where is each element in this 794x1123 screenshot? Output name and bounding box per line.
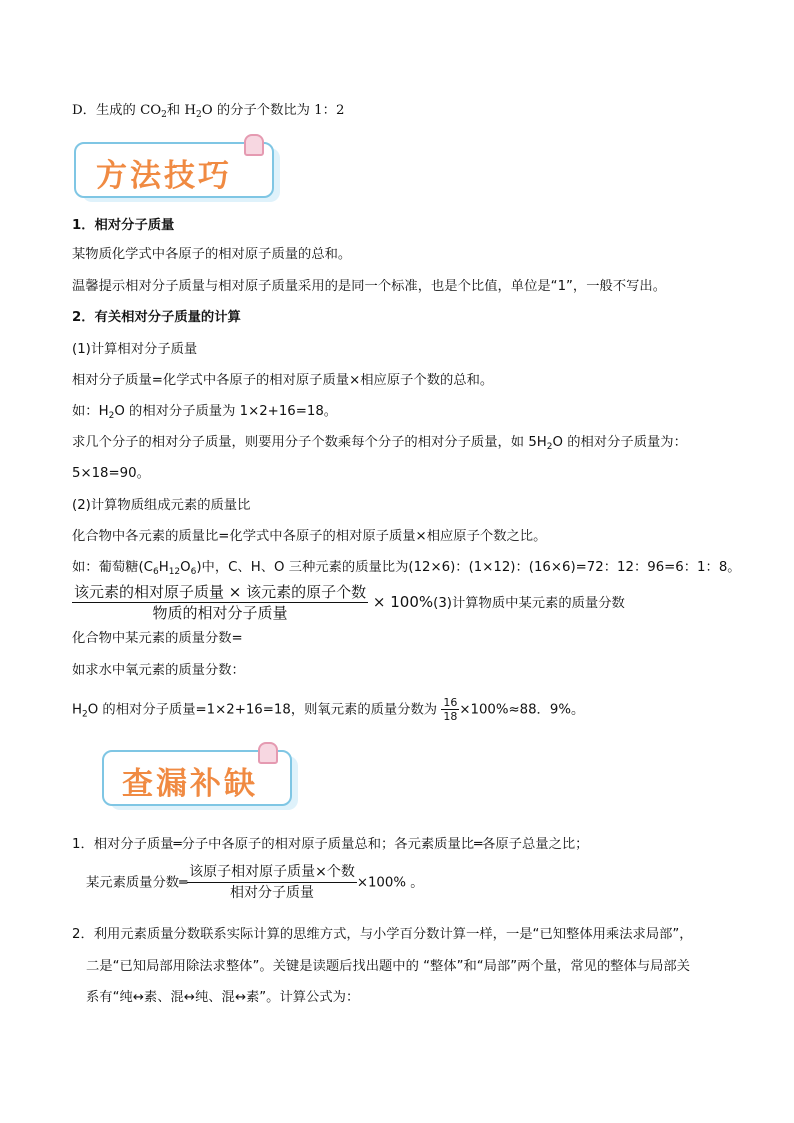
formula-label: 某元素质量分数═	[86, 875, 188, 891]
rule-2: 化合物中各元素的质量比=化学式中各原子的相对原子质量×相应原子个数之比。	[72, 529, 547, 544]
example-3-numerator: 16	[443, 696, 458, 709]
example-3-intro: 如求水中氧元素的质量分数：	[72, 663, 245, 678]
example-2-sub-o: 6	[190, 567, 197, 577]
section1-heading: 1．相对分子质量	[72, 218, 175, 233]
example-3-mid: O 的相对分子质量=1×2+16=18，则氧元素的质量分数为	[87, 702, 438, 718]
item-2-line1: 2．利用元素质量分数联系实际计算的思维方式，与小学百分数计算一样，一是“已知整体用乘法求局部”，	[72, 927, 693, 942]
banner-method-tips	[72, 138, 282, 204]
multi-result: 5×18=90。	[72, 466, 150, 481]
example-1	[72, 403, 337, 425]
example-1-prefix: 如：H	[72, 404, 109, 419]
example-2-sub-c: 6	[152, 567, 159, 577]
section1-line2: 温馨提示相对分子质量与相对原子质量采用的是同一个标准，也是个比值，单位是“1”，一般不写出。	[72, 279, 667, 294]
example-1-subscript: 2	[108, 411, 115, 421]
item-1: 1．相对分子质量═分子中各原子的相对原子质量总和；各元素质量比═各原子总量之比；	[72, 837, 589, 852]
banner-title: 方法技巧	[96, 158, 232, 194]
paperclip-icon	[258, 742, 278, 764]
formula-fraction	[72, 582, 368, 623]
item-2-line3: 系有“纯↔素、混↔纯、混↔素”。计算公式为：	[86, 990, 360, 1005]
formula-denominator: 物质的相对分子质量	[152, 604, 288, 622]
formula-suffix: ×100% 。	[356, 875, 424, 891]
example-3	[72, 696, 584, 729]
banner-title: 查漏补缺	[122, 766, 258, 802]
formula-2-denominator: 相对分子质量	[229, 885, 314, 901]
formula-2-numerator: 该原子相对原子质量×个数	[187, 862, 357, 883]
h2o-subscript: 2	[196, 110, 202, 120]
example-3-suffix: ×100%≈88．9%。	[459, 702, 585, 718]
example-2-o: O	[180, 560, 191, 575]
example-3-subscript: 2	[82, 709, 88, 720]
example-2	[72, 559, 741, 581]
option-d-suffix: O 的分子个数比为 1：2	[201, 103, 345, 118]
co2-subscript: 2	[161, 110, 167, 120]
section1-line1: 某物质化学式中各原子的相对原子质量的总和。	[72, 247, 352, 262]
sub-heading-1: (1)计算相对分子质量	[72, 342, 198, 357]
paperclip-icon	[244, 134, 264, 156]
formula-times: × 100%	[372, 593, 434, 611]
option-d	[72, 102, 344, 124]
banner-fill-gaps	[100, 746, 300, 812]
rule-3: 化合物中某元素的质量分数=	[72, 631, 243, 646]
multi-prefix: 求几个分子的相对分子质量，则要用分子个数乘每个分子的相对分子质量，如 5H	[72, 435, 547, 450]
option-d-prefix: D．生成的 CO	[72, 103, 162, 118]
formula-numerator: 该元素的相对原子质量 × 该元素的原子个数	[74, 583, 367, 601]
multi-molecule-line	[72, 434, 687, 456]
sub-heading-3: (3)计算物质中某元素的质量分数	[433, 596, 625, 611]
section2-heading: 2．有关相对分子质量的计算	[72, 310, 241, 325]
example-3-prefix: H	[72, 702, 82, 718]
example-3-denominator: 18	[443, 710, 458, 723]
example-1-suffix: O 的相对分子质量为 1×2+16=18。	[114, 404, 338, 419]
multi-subscript: 2	[546, 442, 553, 452]
rule-1: 相对分子质量=化学式中各原子的相对原子质量×相应原子个数的总和。	[72, 373, 494, 388]
sub-heading-2: (2)计算物质组成元素的质量比	[72, 498, 251, 513]
example-2-prefix: 如：葡萄糖(C	[72, 560, 153, 575]
element-mass-fraction-formula	[86, 862, 424, 903]
example-2-h: H	[158, 560, 169, 575]
example-2-sub-h: 12	[168, 567, 181, 577]
mass-fraction-formula	[72, 582, 625, 623]
example-2-suffix: )中，C、H、O 三种元素的质量比为(12×6)：(1×12)：(16×6)=72：12：96=6：1：8。	[196, 560, 741, 575]
option-d-mid: 和 H	[166, 103, 197, 118]
multi-suffix: O 的相对分子质量为：	[552, 435, 687, 450]
formula-fraction-2	[187, 862, 357, 903]
item-2-line2: 二是“已知局部用除法求整体”。关键是读题后找出题中的 “整体”和“局部”两个量，常见的整体与局部关	[86, 959, 691, 974]
example-3-fraction	[441, 696, 459, 723]
